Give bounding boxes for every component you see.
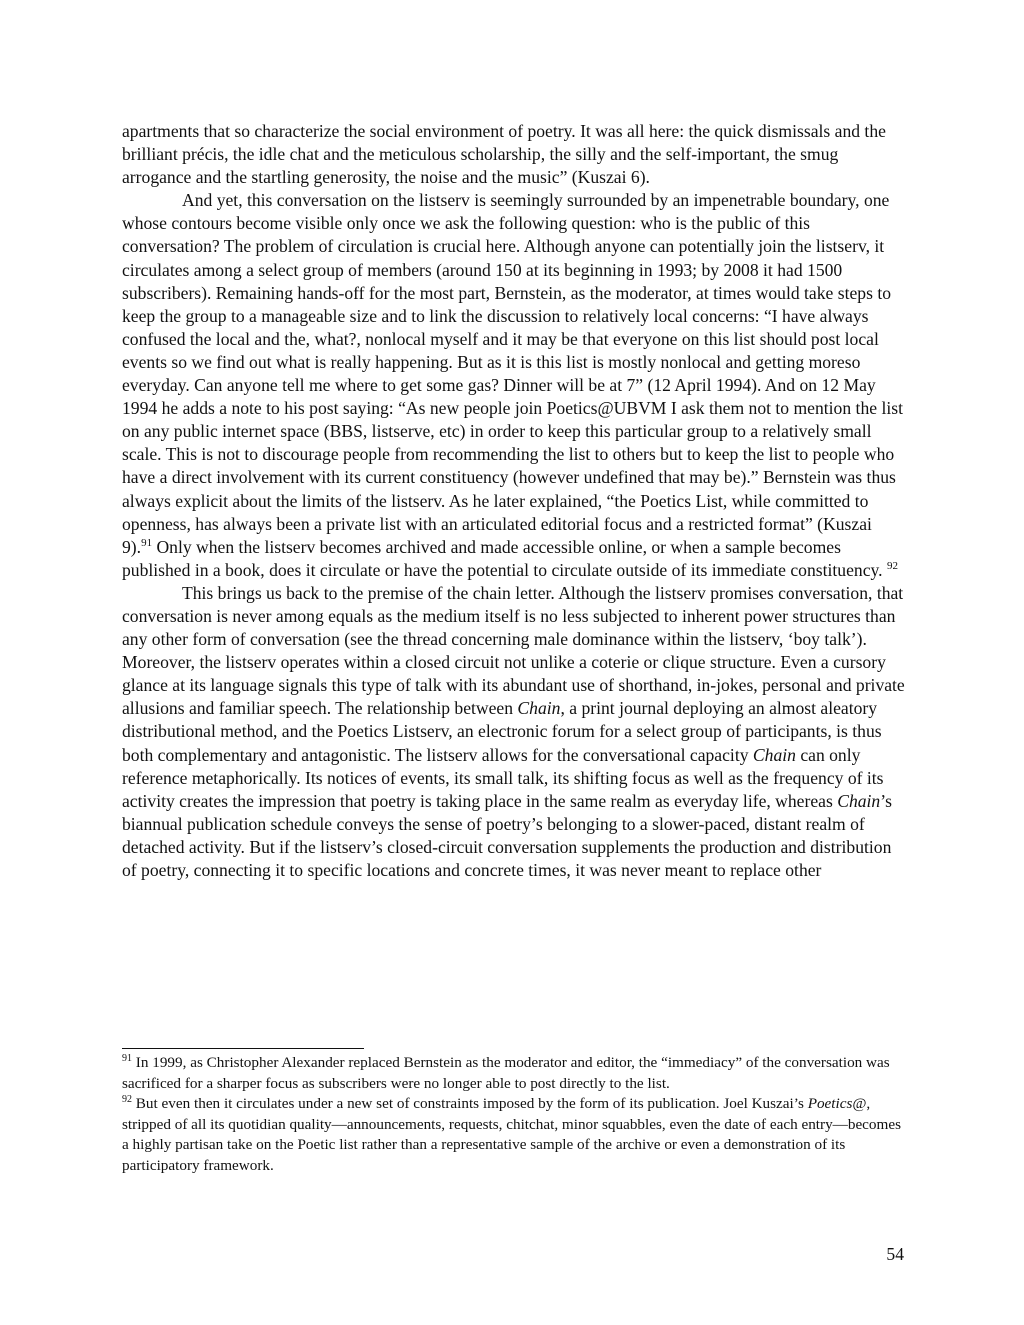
footnote-91-mark: 91 [122, 1052, 132, 1064]
paragraph-2 [122, 189, 905, 582]
footnotes [122, 1053, 905, 1176]
footnote-91-text: In 1999, as Christopher Alexander replaced Bernstein as the moderator and editor, the “immediacy” of the conversation was sacrificed for a sharper focus as subscribers were no longer able to post directly to the list. [122, 1054, 890, 1092]
chain-title-1: Chain [517, 698, 561, 719]
paragraph-3-text-d: ’s biannual publication schedule conveys the sense of poetry’s belonging to a slower-paced, distant realm of detached activity. But if the listserv’s closed-circuit conversation supplements the production and distribution of poetry, connecting it to specific locations and concrete times, it was never meant to replace other [122, 790, 892, 880]
body-text [122, 120, 905, 882]
footnote-91 [122, 1053, 905, 1094]
poetics-title: Poetics@ [807, 1095, 867, 1112]
chain-title-3: Chain [837, 790, 881, 811]
paragraph-1-text: apartments that so characterize the social environment of poetry. It was all here: the quick dismissals and the brilliant précis, the idle chat and the meticulous scholarship, the silly and the self-important, the smug arrogance and the startling generosity, the noise and the music” (Kuszai 6). [122, 121, 886, 188]
paragraph-3-text-a: This brings us back to the premise of the chain letter. Although the listserv promises conversation, that conversation is never among equals as the medium itself is no less subjected to inherent power structures than any other form of conversation (see the thread concerning male dominance within the listserv, ‘boy talk’). Moreover, the listserv operates within a closed circuit not unlike a coterie or clique structure. Even a cursory glance at its language signals this type of talk with its abundant use of shorthand, in-jokes, personal and private allusions and familiar speech. The relationship between [122, 582, 905, 719]
paragraph-2-text-a: And yet, this conversation on the listserv is seemingly surrounded by an impenetrable boundary, one whose contours become visible only once we ask the following question: who is the public of this conversation? The problem of circulation is crucial here. Although anyone can potentially join the listserv, it circulates among a select group of members (around 150 at its beginning in 1993; by 2008 it had 1500 subscribers). Remaining hands-off for the most part, Bernstein, as the moderator, at times would take steps to keep the group to a manageable size and to link the discussion to relatively local concerns: “I have always confused the local and the, what?, nonlocal myself and it may be that everyone on this list should post local events so we find out what is really happening. But as it is this list is mostly nonlocal and getting moreso everyday. Can anyone tell me where to get some gas? Dinner will be at 7” (12 April 1994). And on 12 May 1994 he adds a note to his post saying: “As new people join Poetics@UBVM I ask them not to mention the list on any public internet space (BBS, listserve, etc) in order to keep this particular group to a relatively small scale. This is not to discourage people from recommending the list to others but to keep the list to people who have a direct involvement with its current constituency (however undefined that may be).” Bernstein was thus always explicit about the limits of the listserv. As he later explained, “the Poetics List, while committed to openness, has always been a private list with an articulated editorial focus and a restricted format” (Kuszai 9). [122, 190, 903, 557]
paragraph-1 [122, 120, 905, 189]
footnote-separator [122, 1048, 364, 1049]
footnote-ref-92[interactable]: 92 [886, 559, 898, 572]
footnote-92 [122, 1094, 905, 1176]
footnote-ref-91[interactable]: 91 [141, 536, 153, 549]
paragraph-3 [122, 582, 905, 882]
paragraph-2-text-b: Only when the listserv becomes archived and made accessible online, or when a sample becomes published in a book, does it circulate or have the potential to circulate outside of its immediate constituency. [122, 536, 887, 580]
footnote-92-text-a: But even then it circulates under a new set of constraints imposed by the form of its publication. Joel Kuszai’s [132, 1095, 808, 1112]
paragraph-3-text-b: , a print journal deploying an almost aleatory distributional method, and the Poetics Listserv, an electronic forum for a select group of participants, is thus both complementary and antagonistic. The listserv allows for the conversational capacity [122, 698, 882, 765]
footnote-92-text-b: , stripped of all its quotidian quality—announcements, requests, chitchat, minor squabbles, even the date of each entry—becomes a highly partisan take on the Poetic list rather than a representative sample of the archive or even a demonstration of its participatory framework. [122, 1095, 901, 1174]
paragraph-3-text-c: can only reference metaphorically. Its notices of events, its small talk, its shifting focus as well as the frequency of its activity creates the impression that poetry is taking place in the same realm as everyday life, whereas [122, 744, 884, 811]
page-number: 54 [886, 1244, 904, 1264]
footnote-92-mark: 92 [122, 1093, 132, 1105]
chain-title-2: Chain [752, 744, 796, 765]
